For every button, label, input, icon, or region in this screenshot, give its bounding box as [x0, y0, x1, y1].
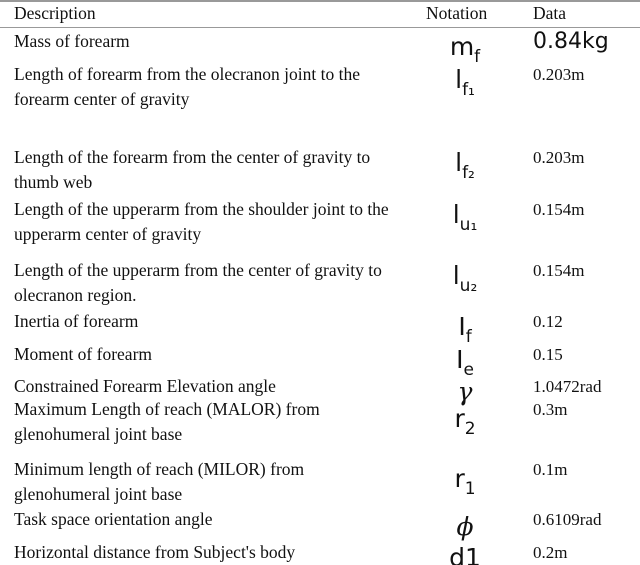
row-value: 0.15 — [533, 345, 563, 364]
notation-subscript: u₁ — [459, 215, 478, 235]
row-description: Inertia of forearm — [14, 311, 139, 331]
header-rule — [0, 27, 640, 28]
row-notation — [420, 544, 510, 565]
row-description: Length of the upperarm from the center of gravity to olecranon region. — [14, 260, 382, 305]
row-value: 0.2m — [533, 543, 568, 562]
notation-subscript: 2 — [464, 419, 476, 439]
row-description: Length of the upperarm from the shoulder joint to the upperarm center of gravity — [14, 199, 389, 244]
header-description: Description — [14, 3, 96, 23]
notation-symbol: l — [452, 200, 460, 229]
row-notation — [420, 201, 510, 239]
notation-symbol: I — [458, 312, 466, 341]
notation-symbol: l — [455, 65, 463, 94]
notation-symbol: r — [454, 464, 465, 493]
row-value: 0.3m — [533, 400, 568, 419]
row-description: Minimum length of reach (MILOR) from glenohumeral joint base — [14, 459, 305, 504]
notation-symbol: l — [452, 261, 460, 290]
notation-subscript: f₁ — [462, 80, 475, 100]
row-notation — [420, 149, 510, 187]
notation-symbol: d1 — [449, 543, 481, 565]
notation-subscript: f — [465, 327, 472, 347]
row-value: 0.154m — [533, 261, 585, 280]
row-value: 0.154m — [533, 200, 585, 219]
row-description: Constrained Forearm Elevation angle — [14, 376, 276, 396]
row-value: 0.203m — [533, 148, 585, 167]
notation-symbol: r — [454, 404, 465, 433]
row-description: Task space orientation angle — [14, 509, 213, 529]
row-value: 0.1m — [533, 460, 568, 479]
notation-subscript: e — [463, 360, 474, 380]
row-value: 0.203m — [533, 65, 585, 84]
row-notation — [420, 405, 510, 443]
header-notation: Notation — [426, 3, 488, 23]
top-rule — [0, 0, 640, 2]
row-description: Horizontal distance from Subject's body — [14, 542, 296, 562]
notation-symbol: m — [449, 32, 475, 61]
notation-symbol: I — [456, 345, 464, 374]
row-value: 0.12 — [533, 312, 563, 331]
notation-subscript: 1 — [464, 479, 476, 499]
row-notation — [420, 262, 510, 300]
row-description: Length of the forearm from the center of gravity to thumb web — [14, 147, 371, 192]
notation-subscript: u₂ — [459, 276, 478, 296]
notation-subscript: f₂ — [462, 163, 475, 183]
header-data: Data — [533, 3, 567, 23]
row-description: Moment of forearm — [14, 344, 153, 364]
row-notation — [420, 66, 510, 104]
row-notation — [420, 465, 510, 503]
row-description: Maximum Length of reach (MALOR) from glenohumeral joint base — [14, 399, 320, 444]
row-value: 0.6109rad — [533, 510, 602, 529]
row-description: Length of forearm from the olecranon joint to the forearm center of gravity — [14, 64, 360, 109]
row-description: Mass of forearm — [14, 31, 130, 51]
row-value: 1.0472rad — [533, 377, 602, 396]
notation-symbol: l — [455, 148, 463, 177]
row-value: 0.84kg — [533, 29, 609, 54]
notation-symbol: γ — [457, 377, 473, 406]
notation-subscript: f — [474, 47, 481, 67]
notation-symbol: ϕ — [456, 512, 474, 541]
